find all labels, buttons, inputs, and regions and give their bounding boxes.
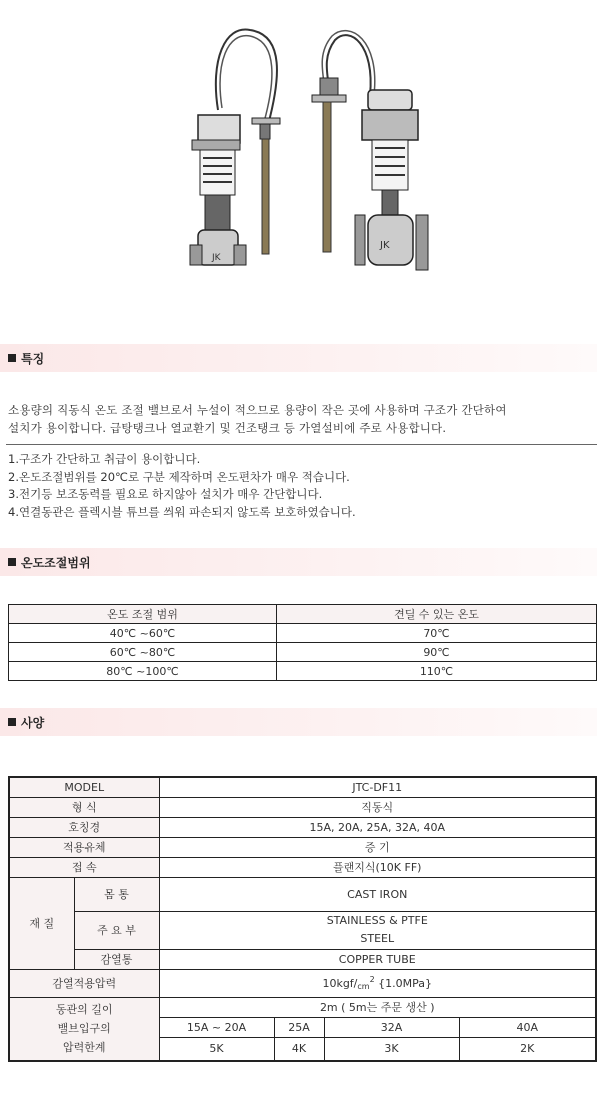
- description-line: 소용량의 직동식 온도 조절 밸브로서 누설이 적으므로 용량이 작은 곳에 사용하며 구조가 간단하여: [8, 403, 507, 417]
- limit-value-cell: 4K: [274, 1037, 324, 1061]
- table-cell: 70℃: [277, 624, 597, 643]
- section-header-spec: [0, 708, 597, 736]
- pressure-value-exponent: 2: [369, 975, 375, 984]
- pressure-value-number: 10kgf/: [322, 977, 358, 990]
- bullet-square-icon: [8, 354, 16, 362]
- table-row: [9, 643, 597, 662]
- main-part-value-line: STAINLESS & PTFE: [326, 914, 428, 927]
- type-label: 형 식: [9, 797, 159, 817]
- section-title: 특징: [21, 351, 45, 366]
- product-photo: [0, 0, 600, 330]
- sensor-label: 감열통: [74, 949, 159, 969]
- main-part-value-line: STEEL: [360, 932, 395, 945]
- pressure-value-mpa: {1.0MPa}: [374, 977, 433, 990]
- limit-size-cell: 25A: [274, 1017, 324, 1037]
- table-cell: 40℃ ~60℃: [9, 624, 277, 643]
- tube-length-value: 2m ( 5m는 주문 생산 ): [159, 997, 596, 1017]
- connection-value: 플랜지식(10K FF): [159, 857, 596, 877]
- pressure-label: 감열적용압력: [9, 969, 159, 997]
- table-row: [9, 997, 596, 1017]
- connection-label: 접 속: [9, 857, 159, 877]
- pressure-value-unit: cm: [357, 982, 370, 991]
- bullet-square-icon: [8, 718, 16, 726]
- section-title: 사양: [21, 715, 45, 730]
- tube-label-line: 밸브입구의: [57, 1022, 111, 1036]
- tube-limit-label: [9, 997, 159, 1061]
- feature-item: 2.온도조절범위를 20℃로 구분 제작하며 온도편차가 매우 적습니다.: [8, 469, 350, 484]
- svg-text:JK: JK: [212, 253, 221, 263]
- table-row: [9, 911, 596, 949]
- tube-label-line: 동관의 길이: [55, 1003, 113, 1017]
- main-part-value: [159, 911, 596, 949]
- size-label: 호칭경: [9, 817, 159, 837]
- product-description: [8, 401, 593, 437]
- table-cell: 110℃: [277, 662, 597, 681]
- section-header-features: [0, 344, 597, 372]
- table-row: [9, 777, 596, 797]
- section-title: 온도조절범위: [21, 555, 91, 570]
- table-row: [9, 969, 596, 997]
- specification-table: [8, 776, 597, 1062]
- feature-item: 1.구조가 간단하고 취급이 용이합니다.: [8, 452, 201, 466]
- description-line: 설치가 용이합니다. 급탕탱크나 열교환기 및 건조탱크 등 가열설비에 주로 사용합니다.: [8, 421, 447, 435]
- feature-item: 4.연결동관은 플렉시블 튜브를 씌워 파손되지 않도록 보호하였습니다.: [8, 504, 356, 519]
- limit-size-cell: 40A: [459, 1017, 596, 1037]
- limit-value-cell: 5K: [159, 1037, 274, 1061]
- limit-size-cell: 15A ~ 20A: [159, 1017, 274, 1037]
- sensor-value: COPPER TUBE: [159, 949, 596, 969]
- table-cell: 80℃ ~100℃: [9, 662, 277, 681]
- table-row: [9, 877, 596, 911]
- section-header-range: [0, 548, 597, 576]
- material-label: 재 질: [9, 877, 74, 969]
- table-row: [9, 624, 597, 643]
- features-list: [8, 451, 356, 521]
- pressure-value: [159, 969, 596, 997]
- table-row: [9, 817, 596, 837]
- type-value: 직동식: [159, 797, 596, 817]
- table-cell: 90℃: [277, 643, 597, 662]
- table-row: [9, 857, 596, 877]
- table-row: [9, 949, 596, 969]
- table-cell: 60℃ ~80℃: [9, 643, 277, 662]
- body-label: 몸 통: [74, 877, 159, 911]
- table-row: [9, 797, 596, 817]
- fluid-label: 적용유체: [9, 837, 159, 857]
- model-label: MODEL: [9, 777, 159, 797]
- divider: [6, 444, 597, 445]
- limit-value-cell: 3K: [324, 1037, 459, 1061]
- model-value: JTC-DF11: [159, 777, 596, 797]
- main-part-label: 주 요 부: [74, 911, 159, 949]
- feature-item: 3.전기등 보조동력를 필요로 하지않아 설치가 매우 간단합니다.: [8, 487, 323, 501]
- valve-illustration: [0, 0, 600, 330]
- bullet-square-icon: [8, 558, 16, 566]
- svg-text:JK: JK: [380, 240, 390, 251]
- limit-value-cell: 2K: [459, 1037, 596, 1061]
- fluid-value: 증 기: [159, 837, 596, 857]
- table-row: [9, 837, 596, 857]
- table-row: [9, 662, 597, 681]
- table-header-row: [9, 605, 597, 624]
- body-value: CAST IRON: [159, 877, 596, 911]
- tube-label-line: 압력한계: [62, 1041, 106, 1055]
- limit-size-cell: 32A: [324, 1017, 459, 1037]
- size-value: 15A, 20A, 25A, 32A, 40A: [159, 817, 596, 837]
- table-header: 견딜 수 있는 온도: [277, 605, 597, 624]
- table-header: 온도 조절 범위: [9, 605, 277, 624]
- temperature-range-table: [8, 604, 597, 681]
